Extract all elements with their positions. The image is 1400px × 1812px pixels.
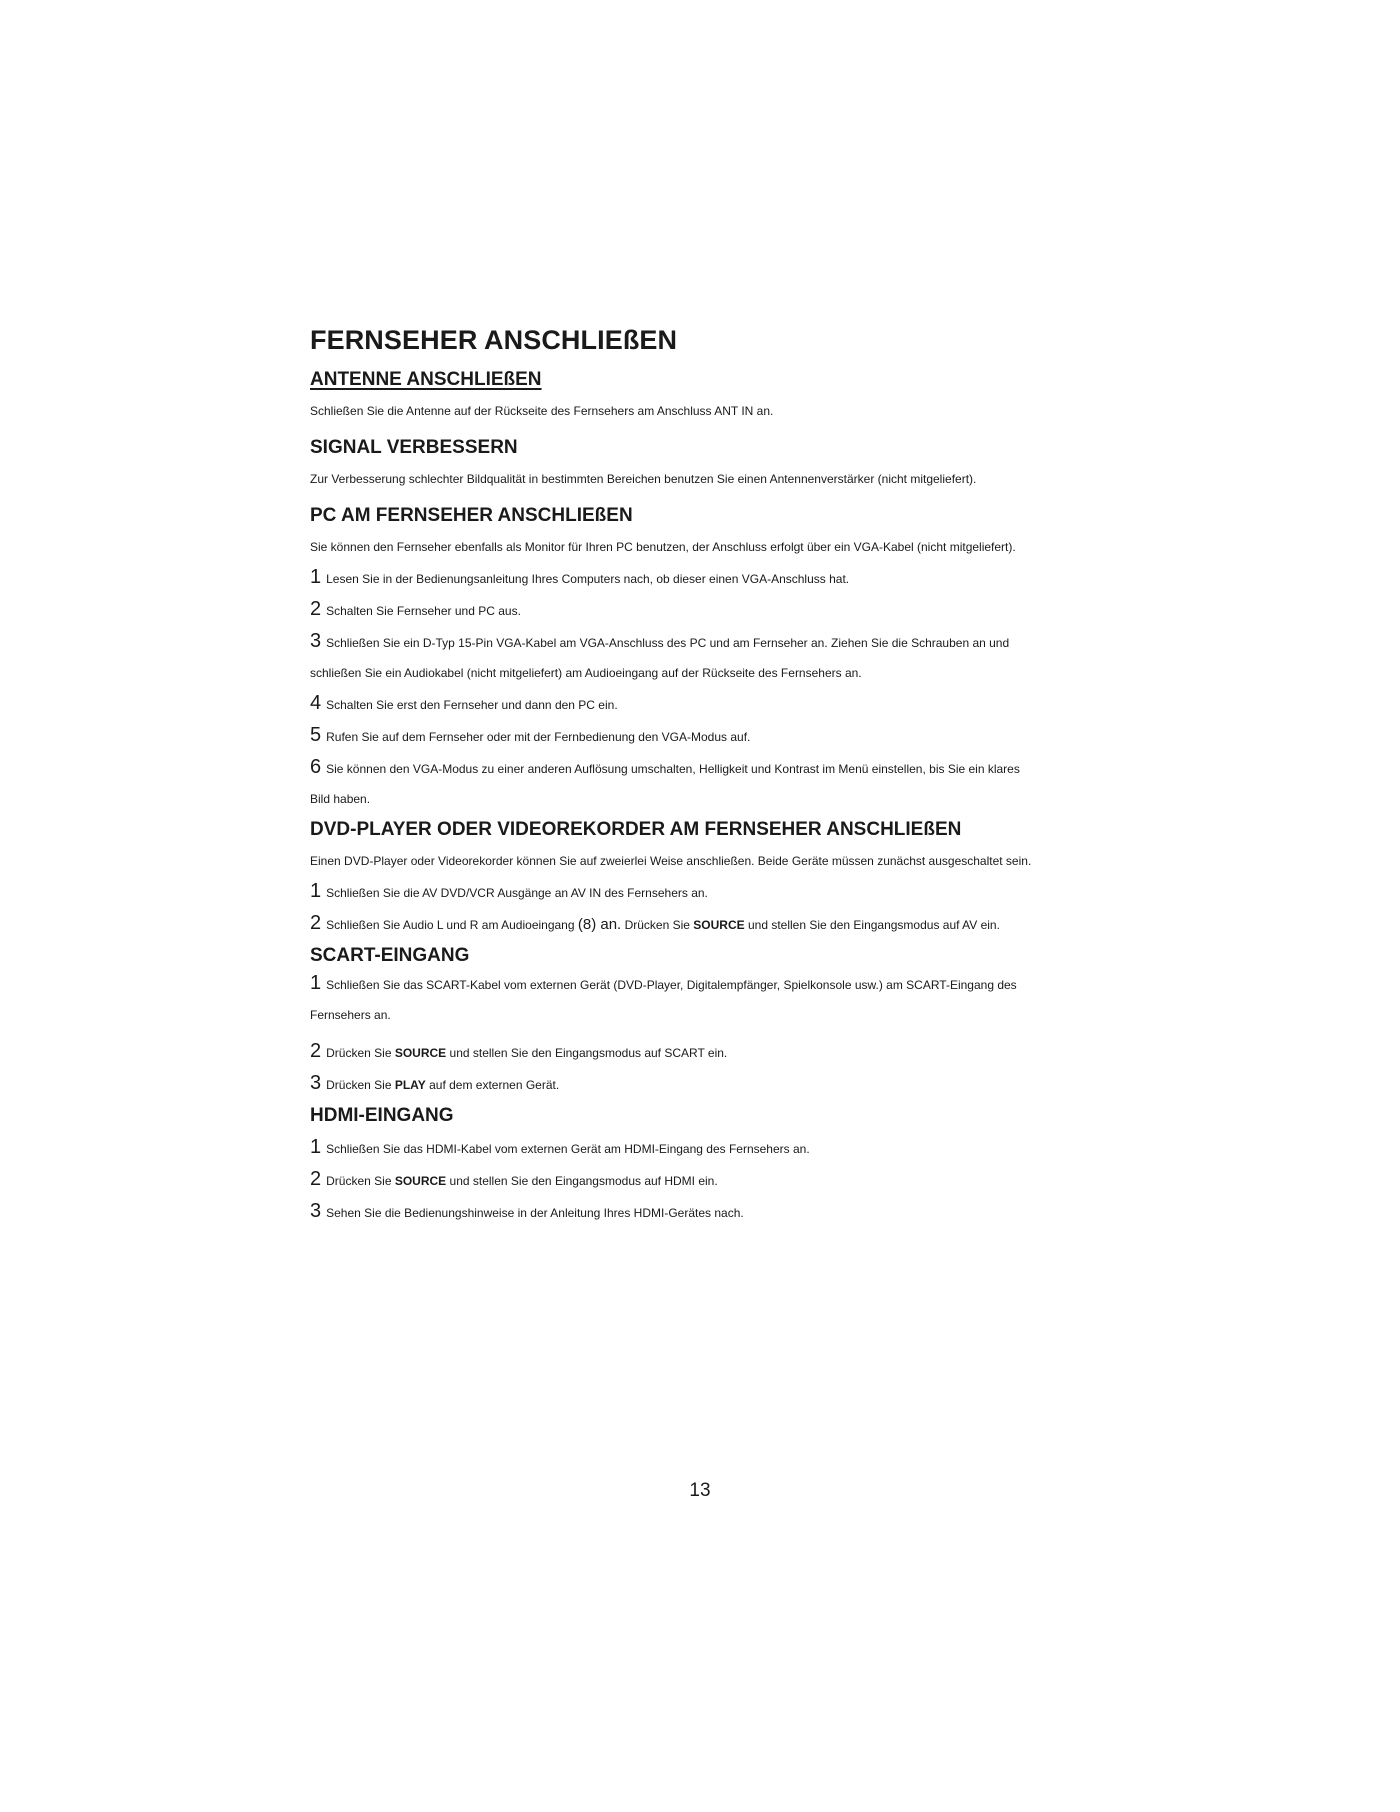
scart-step-3 [310,1072,1100,1094]
heading-antenne: ANTENNE ANSCHLIEßEN [310,369,542,390]
step-text: und stellen Sie den Eingangsmodus auf SCART ein. [449,1046,728,1060]
step-text: Rufen Sie auf dem Fernseher oder mit der Fernbedienung den VGA-Modus auf. [326,730,751,744]
step-number: 3 [310,630,322,652]
scart-step-1 [310,972,1100,1023]
step-number: 2 [310,1040,322,1062]
scart-step-2 [310,1040,1100,1062]
page-number: 13 [689,1480,711,1501]
step-number: 2 [310,598,322,620]
pc-step-5 [310,724,1100,746]
heading-scart: SCART-EINGANG [310,945,470,966]
step-number: 1 [310,566,322,588]
step-text: Drücken Sie [624,918,690,932]
step-text: Lesen Sie in der Bedienungsanleitung Ihres Computers nach, ob dieser einen VGA-Anschluss hat. [326,572,850,586]
text-antenne: Schließen Sie die Antenne auf der Rückseite des Fernsehers am Anschluss ANT IN an. [310,404,774,418]
step-number: 2 [310,912,322,934]
step-number: 1 [310,972,322,994]
step-number: 6 [310,756,322,778]
page-title: FERNSEHER ANSCHLIEßEN [310,325,678,355]
step-text: Schließen Sie Audio L und R am Audioeingang [326,918,575,932]
page-content [310,322,1100,1221]
hdmi-step-3 [310,1200,1100,1222]
step-text-continued: schließen Sie ein Audiokabel (nicht mitgeliefert) am Audioeingang auf der Rückseite des Fernsehers an. [310,666,862,680]
step-text-continued: Fernsehers an. [310,1008,391,1022]
hdmi-step-1 [310,1136,1100,1158]
step-text-continued: Bild haben. [310,792,371,806]
keyword-source: SOURCE [693,918,745,932]
heading-pc: PC AM FERNSEHER ANSCHLIEßEN [310,505,633,526]
text-dvd: Einen DVD-Player oder Videorekorder können Sie auf zweierlei Weise anschließen. Beide Geräte müssen zunächst ausgeschaltet sein. [310,854,1032,868]
text-pc: Sie können den Fernseher ebenfalls als Monitor für Ihren PC benutzen, der Anschluss erfolgt über ein VGA-Kabel (nicht mitgeliefert). [310,540,1016,554]
keyword-source: SOURCE [394,1174,447,1188]
pc-step-1 [310,566,1100,588]
step-number: 5 [310,724,322,746]
step-number: 3 [310,1072,322,1094]
text-signal: Zur Verbesserung schlechter Bildqualität in bestimmten Bereichen benutzen Sie einen Antennenverstärker (nicht mitgeliefert). [310,472,977,486]
dvd-step-2 [310,912,1100,934]
pc-step-4 [310,692,1100,714]
keyword-play: PLAY [394,1078,426,1092]
step-text-paren: (8) an. [577,916,622,933]
step-number: 4 [310,692,322,714]
step-text: Schalten Sie Fernseher und PC aus. [326,604,521,618]
step-text: und stellen Sie den Eingangsmodus auf HDMI ein. [449,1174,718,1188]
step-text: Sie können den VGA-Modus zu einer anderen Auflösung umschalten, Helligkeit und Kontrast im Menü einstellen, bis Sie ein klares [326,762,1020,776]
heading-signal: SIGNAL VERBESSERN [310,437,518,458]
step-text: Drücken Sie [326,1078,392,1092]
step-text: Schließen Sie das SCART-Kabel vom externen Gerät (DVD-Player, Digitalempfänger, Spielkonsole usw.) am SCART-Eingang des [326,978,1017,992]
step-text: Schließen Sie die AV DVD/VCR Ausgänge an AV IN des Fernsehers an. [326,886,708,900]
step-text: auf dem externen Gerät. [429,1078,560,1092]
heading-hdmi: HDMI-EINGANG [310,1105,454,1126]
step-text: Sehen Sie die Bedienungshinweise in der Anleitung Ihres HDMI-Gerätes nach. [326,1206,744,1220]
step-text: Schließen Sie ein D-Typ 15-Pin VGA-Kabel am VGA-Anschluss des PC und am Fernseher an. Ziehen Sie die Schrauben an und [326,636,1010,650]
step-text: Schließen Sie das HDMI-Kabel vom externen Gerät am HDMI-Eingang des Fernsehers an. [326,1142,810,1156]
step-text: Drücken Sie [326,1046,392,1060]
step-text: und stellen Sie den Eingangsmodus auf AV ein. [747,918,1000,932]
pc-step-3 [310,630,1100,681]
step-number: 3 [310,1200,322,1222]
step-text: Schalten Sie erst den Fernseher und dann den PC ein. [326,698,618,712]
dvd-step-1 [310,880,1100,902]
step-number: 1 [310,880,322,902]
heading-dvd: DVD-PLAYER ODER VIDEOREKORDER AM FERNSEHER ANSCHLIEßEN [310,819,962,840]
step-number: 2 [310,1168,322,1190]
hdmi-step-2 [310,1168,1100,1190]
keyword-source: SOURCE [394,1046,447,1060]
step-text: Drücken Sie [326,1174,392,1188]
step-number: 1 [310,1136,322,1158]
pc-step-2 [310,598,1100,620]
pc-step-6 [310,756,1100,807]
